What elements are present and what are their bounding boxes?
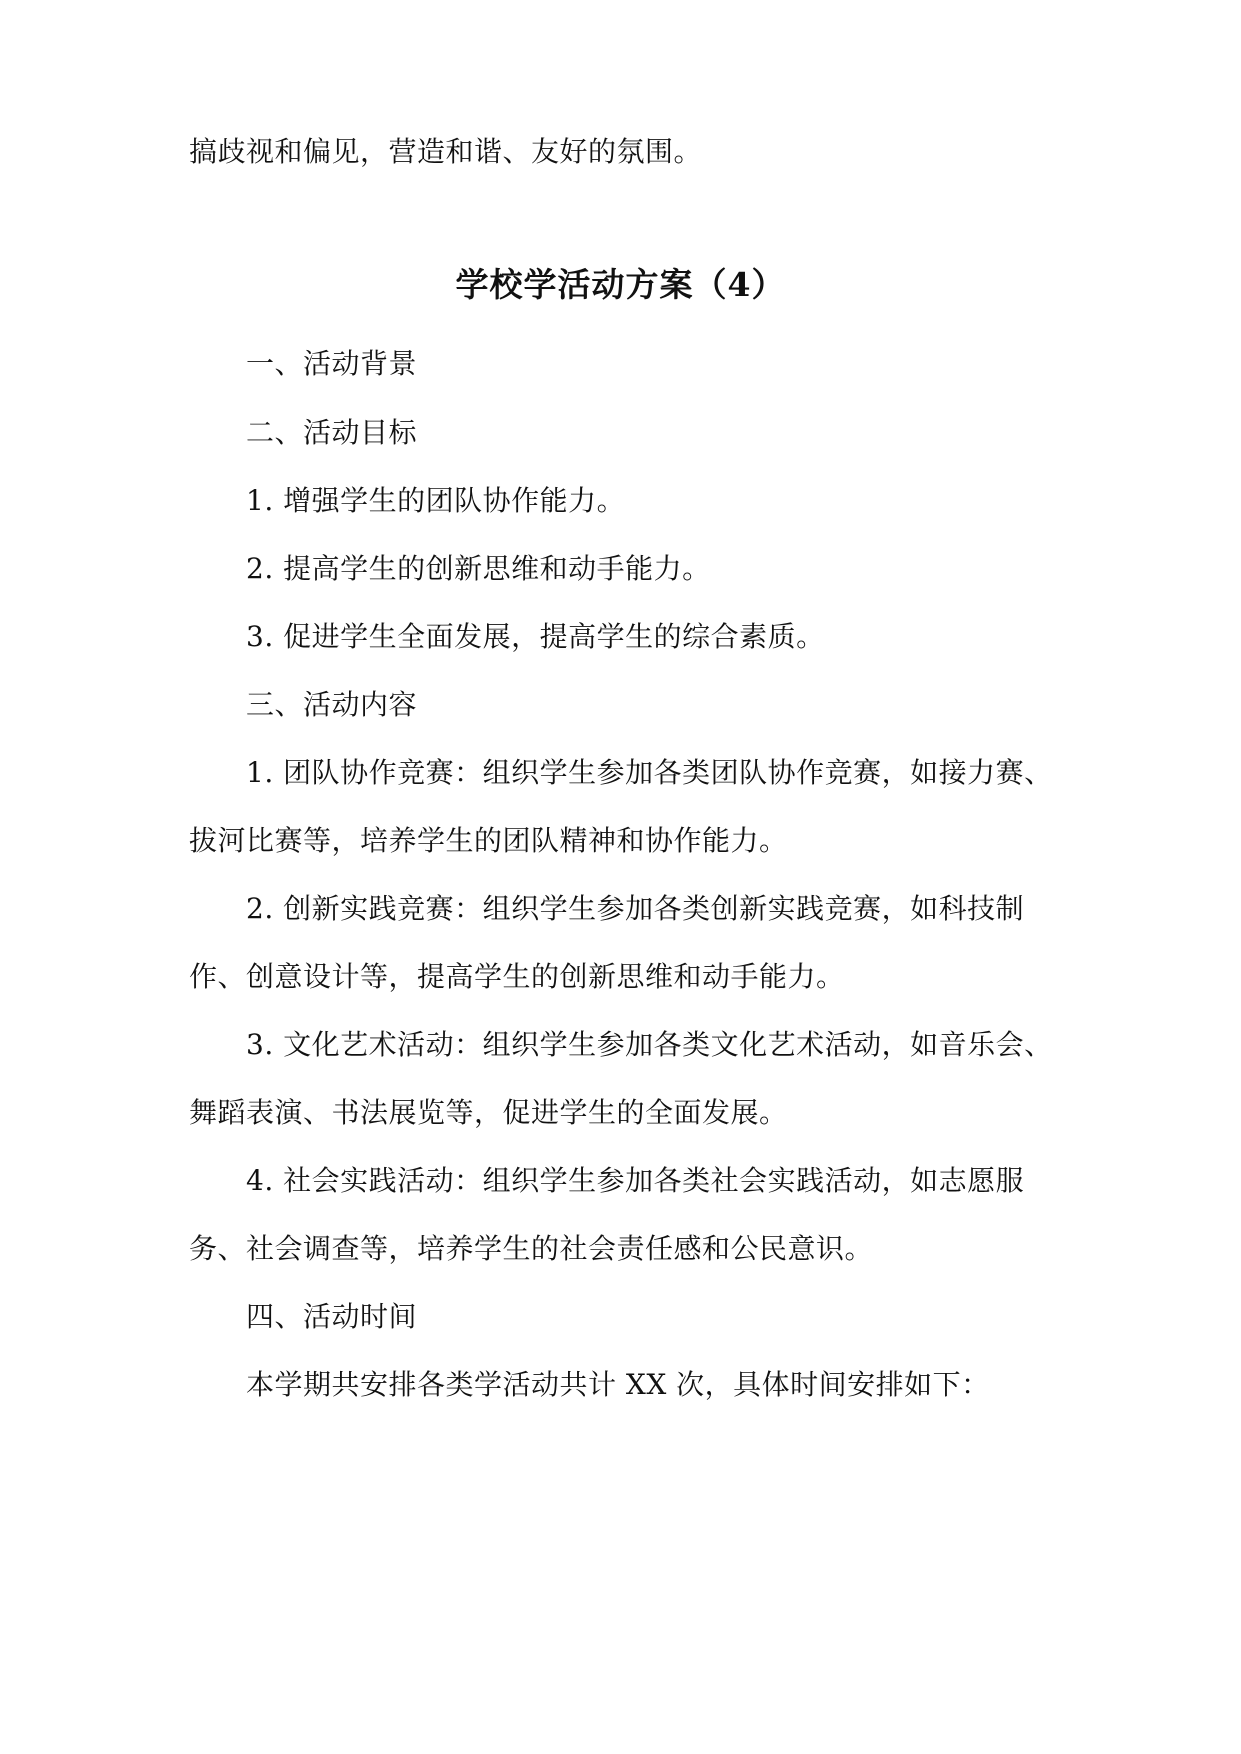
content-item-2-line-2: 作、创意设计等，提高学生的创新思维和动手能力。 xyxy=(189,960,845,993)
content-item-4-line-1: 4. 社会实践活动：组织学生参加各类社会实践活动，如志愿服 xyxy=(246,1164,1025,1197)
content-item-2-line-1: 2. 创新实践竞赛：组织学生参加各类创新实践竞赛，如科技制 xyxy=(246,892,1025,925)
section-heading-background: 一、活动背景 xyxy=(246,347,418,380)
goal-item-1: 1. 增强学生的团队协作能力。 xyxy=(246,484,626,517)
content-item-3-line-1: 3. 文化艺术活动：组织学生参加各类文化艺术活动，如音乐会、 xyxy=(246,1028,1053,1061)
goal-item-3: 3. 促进学生全面发展，提高学生的综合素质。 xyxy=(246,620,825,653)
content-item-1-line-1: 1. 团队协作竞赛：组织学生参加各类团队协作竞赛，如接力赛、 xyxy=(246,756,1053,789)
goal-item-2: 2. 提高学生的创新思维和动手能力。 xyxy=(246,552,711,585)
section-heading-goals: 二、活动目标 xyxy=(246,416,418,449)
section-heading-content: 三、活动内容 xyxy=(246,688,418,721)
content-item-3-line-2: 舞蹈表演、书法展览等，促进学生的全面发展。 xyxy=(189,1096,788,1129)
schedule-paragraph: 本学期共安排各类学活动共计 XX 次，具体时间安排如下： xyxy=(246,1368,990,1401)
content-item-4-line-2: 务、社会调查等，培养学生的社会责任感和公民意识。 xyxy=(189,1232,874,1265)
document-title: 学校学活动方案（4） xyxy=(455,265,786,304)
section-heading-time: 四、活动时间 xyxy=(246,1300,418,1333)
content-item-1-line-2: 拔河比赛等，培养学生的团队精神和协作能力。 xyxy=(189,824,788,857)
carryover-paragraph: 搞歧视和偏见，营造和谐、友好的氛围。 xyxy=(189,135,703,168)
